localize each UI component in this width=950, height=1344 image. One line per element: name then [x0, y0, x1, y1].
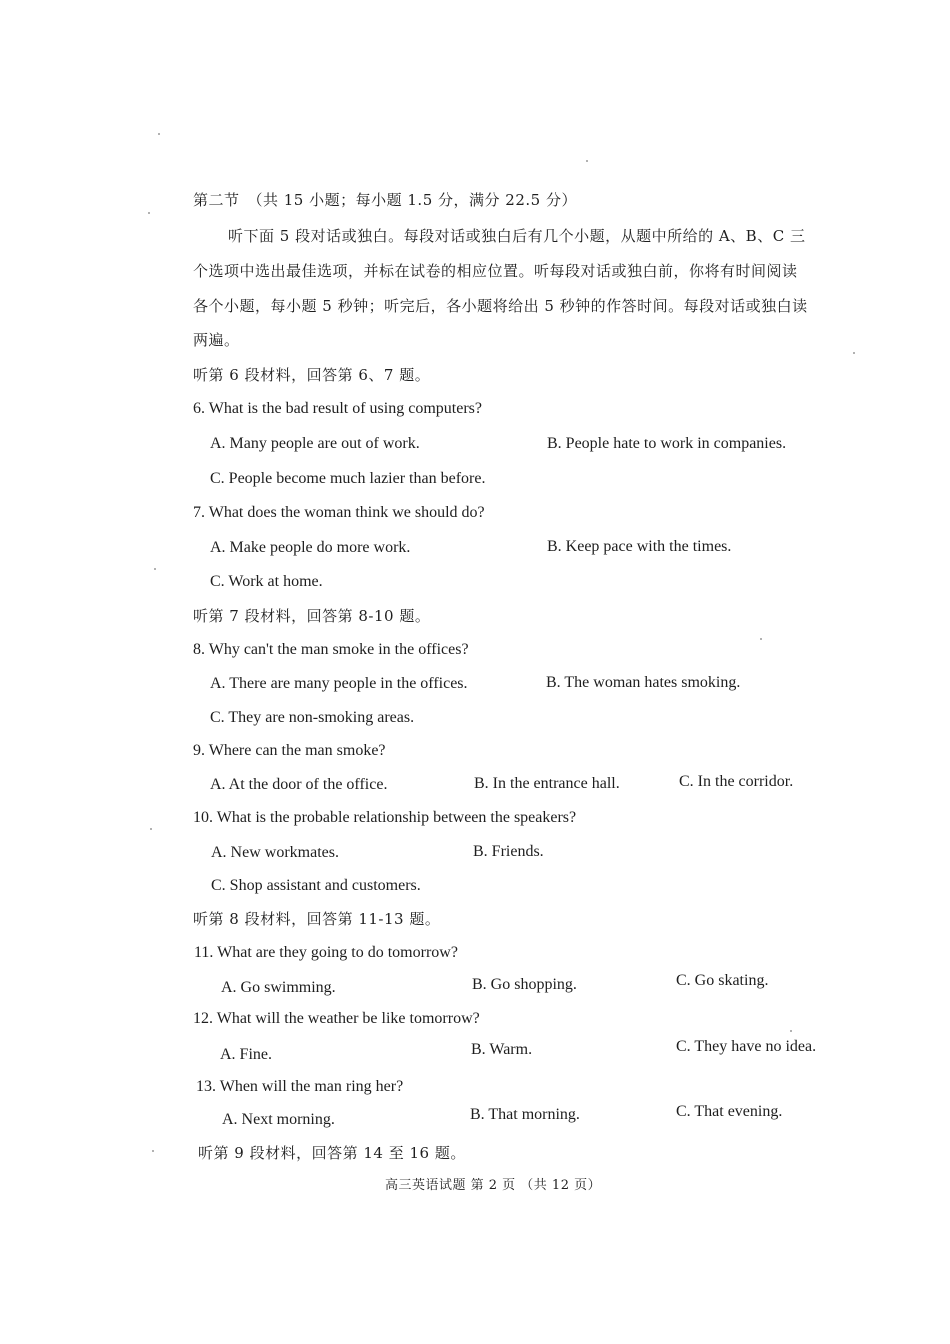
option-a: A. There are many people in the offices.: [210, 675, 468, 692]
page-footer: 高三英语试题 第 2 页 （共 12 页）: [385, 1178, 602, 1193]
option-a: A. Next morning.: [222, 1111, 335, 1128]
group-label: 听第 8 段材料，回答第 11-13 题。: [193, 910, 441, 928]
option-c: C. They have no idea.: [676, 1038, 817, 1055]
instruction-line: 各个小题，每小题 5 秒钟；听完后，各小题将给出 5 秒钟的作答时间。每段对话或独白读: [193, 297, 808, 315]
option-b: B. Keep pace with the times.: [547, 538, 732, 555]
scan-speck: [790, 1030, 792, 1032]
scan-speck: [152, 1150, 154, 1152]
option-b: B. The woman hates smoking.: [546, 674, 741, 691]
option-c: C. Go skating.: [676, 972, 769, 989]
scan-speck: [154, 568, 156, 570]
group-label: 听第 9 段材料，回答第 14 至 16 题。: [198, 1144, 466, 1162]
instruction-line: 听下面 5 段对话或独白。每段对话或独白后有几个小题，从题中所给的 A、B、C 三: [228, 227, 806, 245]
option-a: A. Go swimming.: [221, 979, 336, 996]
scan-speck: [853, 352, 855, 354]
option-a: A. Make people do more work.: [210, 539, 411, 556]
question-stem: 13. When will the man ring her?: [196, 1078, 404, 1095]
question-stem: 11. What are they going to do tomorrow?: [194, 944, 458, 961]
option-b: B. In the entrance hall.: [474, 775, 620, 792]
option-c: C. People become much lazier than before.: [210, 470, 486, 487]
option-a: A. Fine.: [220, 1046, 272, 1063]
question-stem: 8. Why can't the man smoke in the offices?: [193, 641, 469, 658]
option-a: A. At the door of the office.: [210, 776, 388, 793]
scan-speck: [148, 212, 150, 214]
instruction-line: 两遍。: [193, 331, 240, 349]
option-b: B. That morning.: [470, 1106, 580, 1123]
option-c: C. Shop assistant and customers.: [211, 877, 421, 894]
question-stem: 7. What does the woman think we should do?: [193, 504, 485, 521]
option-b: B. Warm.: [471, 1041, 533, 1058]
option-b: B. People hate to work in companies.: [547, 435, 787, 452]
group-label: 听第 7 段材料，回答第 8-10 题。: [193, 607, 431, 625]
scan-speck: [150, 828, 152, 830]
option-a: A. New workmates.: [211, 844, 339, 861]
question-stem: 12. What will the weather be like tomorrow?: [193, 1010, 480, 1027]
option-c: C. They are non-smoking areas.: [210, 709, 415, 726]
group-label: 听第 6 段材料，回答第 6、7 题。: [193, 366, 431, 384]
option-c: C. In the corridor.: [679, 773, 794, 790]
question-stem: 10. What is the probable relationship between the speakers?: [193, 809, 577, 826]
option-b: B. Friends.: [473, 843, 544, 860]
scan-speck: [760, 638, 762, 640]
section-header: 第二节 （共 15 小题；每小题 1.5 分，满分 22.5 分）: [193, 191, 577, 209]
option-c: C. That evening.: [676, 1103, 783, 1120]
option-c: C. Work at home.: [210, 573, 323, 590]
scan-speck: [158, 133, 160, 135]
instruction-line: 个选项中选出最佳选项，并标在试卷的相应位置。听每段对话或独白前，你将有时间阅读: [193, 262, 798, 280]
question-stem: 9. Where can the man smoke?: [193, 742, 386, 759]
question-stem: 6. What is the bad result of using computers?: [193, 400, 482, 417]
option-b: B. Go shopping.: [472, 976, 577, 993]
option-a: A. Many people are out of work.: [210, 435, 420, 452]
scan-speck: [586, 160, 588, 162]
